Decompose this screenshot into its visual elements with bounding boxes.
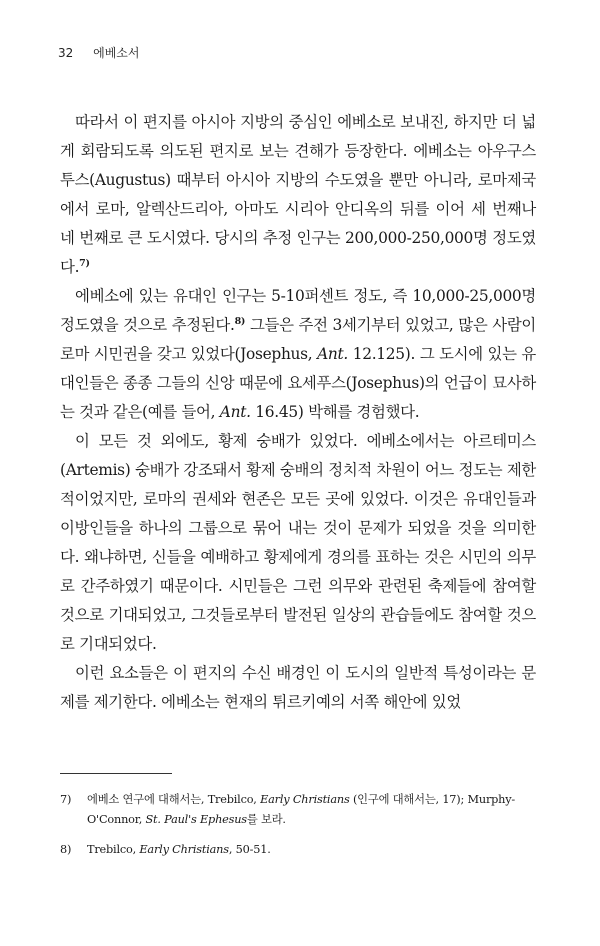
italic-citation: St. Paul's Ephesus [145,813,247,826]
text-run: 에베소 연구에 대해서는, Trebilco, [87,793,261,806]
page-number: 32 [58,46,74,60]
body-paragraph [60,427,536,659]
running-header [58,44,139,61]
text-run: 16.45) 박해를 경험했다. [250,403,420,421]
text-run: 12.125). 그 도시에 있는 유대인들은 종종 그들의 신앙 때문에 요세푸스(Josephus)의 언급이 묘사하는 것과 같은(예를 들어, [60,345,536,421]
body-paragraph [60,659,536,717]
italic-citation: Ant. [317,345,348,363]
body-text [60,108,536,717]
text-run: Trebilco, [87,843,140,856]
text-run: 이 모든 것 외에도, 황제 숭배가 있었다. 에베소에서는 아르테미스(Artemis) 숭배가 강조돼서 황제 숭배의 정치적 차원이 어느 정도는 제한적이었지만, 로마의 권세와 현존은 모든 곳에 있었다. 이것은 유대인들과 이방인들을 하나의 그룹으로 묶어 내는 것이 문제가 되었을 것을 의미한다. 왜냐하면, 신들을 예배하고 황제에게 경의를 표하는 것은 시민의 의무로 간주하였기 때문이다. 시민들은 그런 의무와 관련된 축제들에 참여할 것으로 기대되었고, 그것들로부터 발전된 일상의 관습들에도 참여할 것으로 기대되었다. [60,432,537,653]
book-title: 에베소서 [93,46,140,60]
text-run: 에베소에 있는 유대인 인구는 5-10퍼센트 정도, 즉 10,000-25,000명 정도였을 것으로 추정된다. [60,287,536,334]
text-run: 따라서 이 편지를 아시아 지방의 중심인 에베소로 보내진, 하지만 더 넓게 회람되도록 의도된 편지로 보는 견해가 등장한다. 에베소는 아우구스투스(Augustus) 때부터 아시아 지방의 수도였을 뿐만 아니라, 로마제국에서 로마, 알렉산드리아, 아마도 시리아 안디옥의 뒤를 이어 세 번째나 네 번째로 큰 도시였다. 당시의 추정 인구는 200,000-250,000명 정도였다. [60,113,536,276]
italic-citation: Early Christians [260,793,350,806]
footnote-number: 7) [60,793,72,806]
text-run: , 50-51. [228,843,271,856]
text-run: 를 보라. [246,813,286,826]
italic-citation: Early Christians [139,843,229,856]
footnote-number: 8) [60,843,72,856]
footnote-reference: 7) [79,257,90,269]
footnote [60,790,540,830]
footnote-divider [60,773,172,774]
footnote-reference: 8) [234,315,246,327]
body-paragraph [60,108,536,282]
footnote [60,840,540,860]
body-paragraph [60,282,536,427]
footnote-text [87,790,540,830]
footnotes [60,790,540,870]
text-run: 이런 요소들은 이 편지의 수신 배경인 이 도시의 일반적 특성이라는 문제를 제기한다. 에베소는 현재의 튀르키예의 서쪽 해안에 있었 [60,664,536,711]
italic-citation: Ant. [219,403,251,421]
text-run: 그들은 주전 3세기부터 있었고, 많은 사람이 로마 시민권을 갖고 있었다(Josephus, [60,316,536,363]
text-run: (인구에 대해서는, 17); Murphy-O'Connor, [87,793,516,826]
footnote-text [87,840,540,860]
